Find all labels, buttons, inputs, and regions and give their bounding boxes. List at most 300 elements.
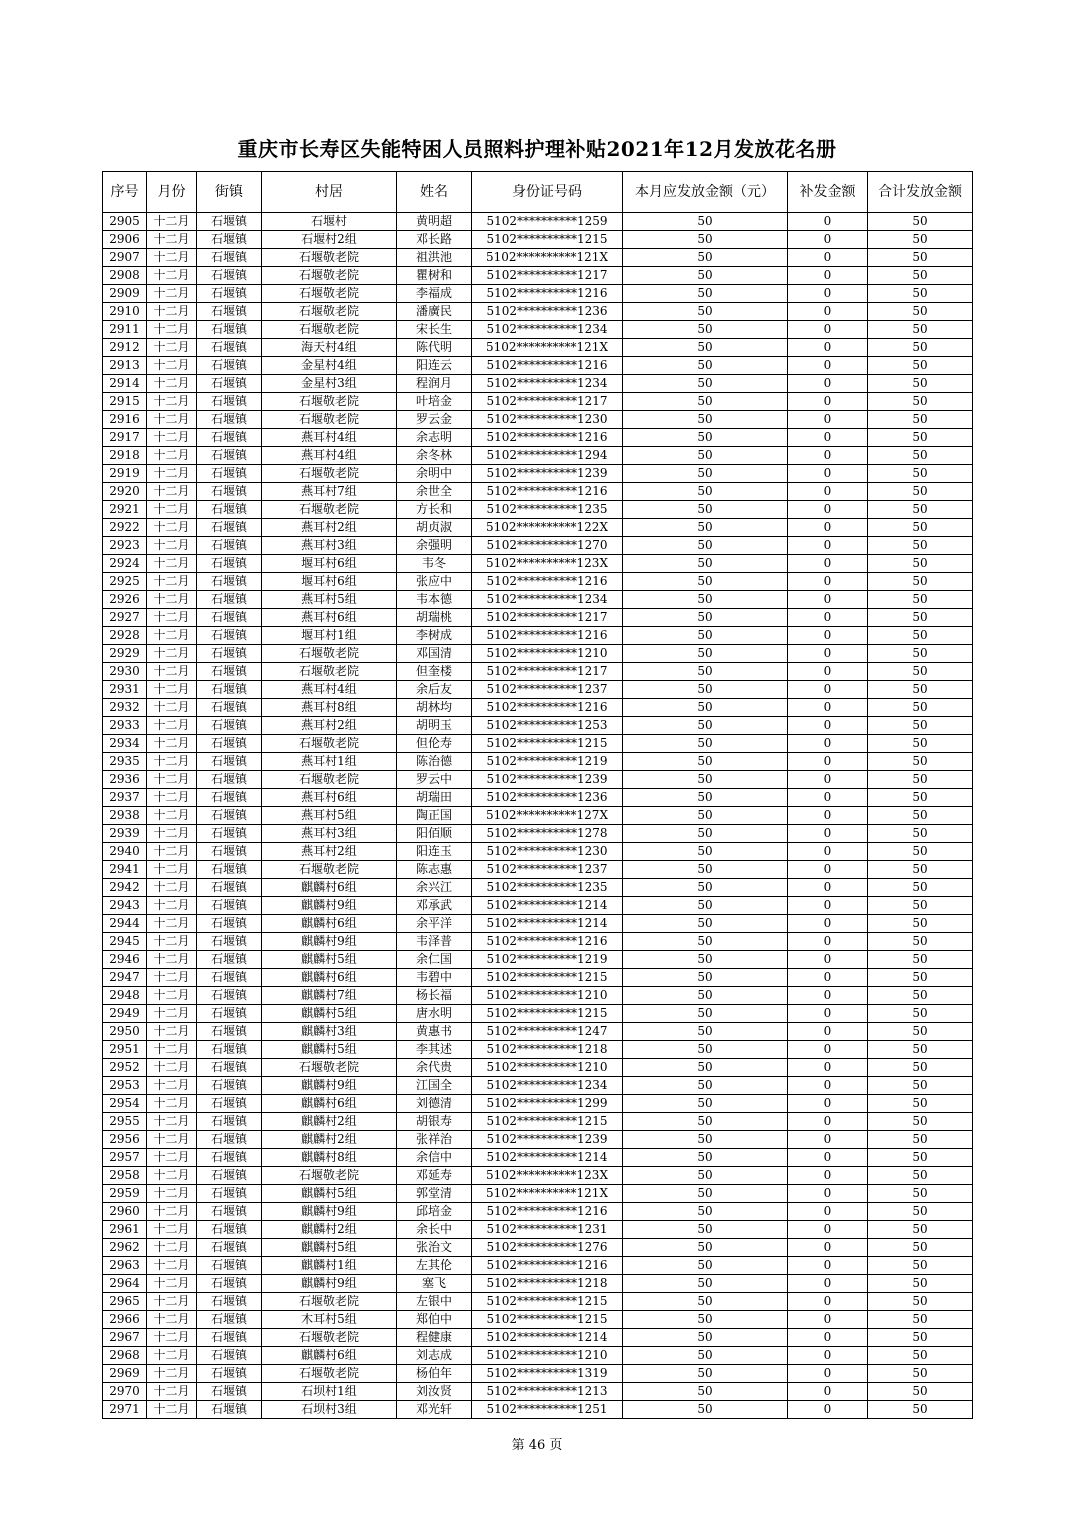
monthly-amount-cell: 50: [623, 1131, 788, 1149]
supplement-cell: 0: [788, 753, 868, 771]
table-row: [103, 231, 973, 249]
id-number-cell: 5102**********1247: [472, 1023, 623, 1041]
total-cell: 50: [868, 1365, 973, 1383]
month-cell: 十二月: [147, 1185, 197, 1203]
village-cell: 石堰村: [262, 213, 397, 231]
supplement-cell: 0: [788, 681, 868, 699]
town-cell: 石堰镇: [197, 591, 262, 609]
month-cell: 十二月: [147, 429, 197, 447]
id-number-cell: 5102**********1219: [472, 753, 623, 771]
month-cell: 十二月: [147, 465, 197, 483]
id-number-cell: 5102**********1216: [472, 285, 623, 303]
name-cell: 韦本德: [397, 591, 472, 609]
name-cell: 江国全: [397, 1077, 472, 1095]
month-cell: 十二月: [147, 357, 197, 375]
table-row: [103, 1041, 973, 1059]
town-cell: 石堰镇: [197, 501, 262, 519]
seq-cell: 2928: [103, 627, 147, 645]
town-cell: 石堰镇: [197, 1365, 262, 1383]
table-row: [103, 213, 973, 231]
total-cell: 50: [868, 951, 973, 969]
village-cell: 麒麟村6组: [262, 915, 397, 933]
seq-cell: 2968: [103, 1347, 147, 1365]
seq-cell: 2958: [103, 1167, 147, 1185]
village-cell: 麒麟村9组: [262, 933, 397, 951]
total-cell: 50: [868, 1383, 973, 1401]
village-cell: 金星村4组: [262, 357, 397, 375]
seq-cell: 2947: [103, 969, 147, 987]
id-number-cell: 5102**********1234: [472, 1077, 623, 1095]
town-cell: 石堰镇: [197, 213, 262, 231]
name-cell: 陈志惠: [397, 861, 472, 879]
total-cell: 50: [868, 1257, 973, 1275]
supplement-cell: 0: [788, 573, 868, 591]
month-cell: 十二月: [147, 573, 197, 591]
supplement-cell: 0: [788, 645, 868, 663]
table-row: [103, 1149, 973, 1167]
monthly-amount-cell: 50: [623, 483, 788, 501]
month-cell: 十二月: [147, 825, 197, 843]
month-cell: 十二月: [147, 537, 197, 555]
id-number-cell: 5102**********1239: [472, 465, 623, 483]
month-cell: 十二月: [147, 879, 197, 897]
month-cell: 十二月: [147, 1041, 197, 1059]
name-cell: 余后友: [397, 681, 472, 699]
id-number-cell: 5102**********1217: [472, 663, 623, 681]
supplement-cell: 0: [788, 429, 868, 447]
total-cell: 50: [868, 573, 973, 591]
table-row: [103, 1167, 973, 1185]
table-row: [103, 1203, 973, 1221]
month-cell: 十二月: [147, 771, 197, 789]
monthly-amount-cell: 50: [623, 1311, 788, 1329]
monthly-amount-cell: 50: [623, 375, 788, 393]
header-monthly-amount: 本月应发放金额（元）: [623, 172, 788, 213]
supplement-cell: 0: [788, 1113, 868, 1131]
supplement-cell: 0: [788, 375, 868, 393]
name-cell: 陈代明: [397, 339, 472, 357]
id-number-cell: 5102**********1215: [472, 1311, 623, 1329]
town-cell: 石堰镇: [197, 375, 262, 393]
monthly-amount-cell: 50: [623, 1023, 788, 1041]
supplement-cell: 0: [788, 1347, 868, 1365]
table-row: [103, 1005, 973, 1023]
month-cell: 十二月: [147, 339, 197, 357]
total-cell: 50: [868, 1149, 973, 1167]
name-cell: 刘德清: [397, 1095, 472, 1113]
table-row: [103, 825, 973, 843]
month-cell: 十二月: [147, 663, 197, 681]
total-cell: 50: [868, 303, 973, 321]
total-cell: 50: [868, 681, 973, 699]
village-cell: 麒麟村5组: [262, 1185, 397, 1203]
total-cell: 50: [868, 1059, 973, 1077]
total-cell: 50: [868, 843, 973, 861]
total-cell: 50: [868, 807, 973, 825]
monthly-amount-cell: 50: [623, 861, 788, 879]
town-cell: 石堰镇: [197, 231, 262, 249]
town-cell: 石堰镇: [197, 1131, 262, 1149]
supplement-cell: 0: [788, 771, 868, 789]
village-cell: 石坝村1组: [262, 1383, 397, 1401]
total-cell: 50: [868, 1347, 973, 1365]
monthly-amount-cell: 50: [623, 1203, 788, 1221]
month-cell: 十二月: [147, 1149, 197, 1167]
total-cell: 50: [868, 1041, 973, 1059]
monthly-amount-cell: 50: [623, 1059, 788, 1077]
header-total: 合计发放金额: [868, 172, 973, 213]
monthly-amount-cell: 50: [623, 627, 788, 645]
table-row: [103, 717, 973, 735]
name-cell: 郭堂清: [397, 1185, 472, 1203]
name-cell: 余强明: [397, 537, 472, 555]
village-cell: 燕耳村6组: [262, 609, 397, 627]
town-cell: 石堰镇: [197, 267, 262, 285]
monthly-amount-cell: 50: [623, 825, 788, 843]
id-number-cell: 5102**********1230: [472, 843, 623, 861]
name-cell: 陶正国: [397, 807, 472, 825]
table-row: [103, 591, 973, 609]
month-cell: 十二月: [147, 1113, 197, 1131]
village-cell: 麒麟村9组: [262, 1275, 397, 1293]
seq-cell: 2923: [103, 537, 147, 555]
month-cell: 十二月: [147, 1365, 197, 1383]
village-cell: 燕耳村2组: [262, 717, 397, 735]
table-row: [103, 645, 973, 663]
table-row: [103, 1311, 973, 1329]
month-cell: 十二月: [147, 1131, 197, 1149]
village-cell: 石堰敬老院: [262, 501, 397, 519]
id-number-cell: 5102**********1216: [472, 627, 623, 645]
supplement-cell: 0: [788, 1329, 868, 1347]
id-number-cell: 5102**********1237: [472, 861, 623, 879]
monthly-amount-cell: 50: [623, 1401, 788, 1419]
seq-cell: 2942: [103, 879, 147, 897]
town-cell: 石堰镇: [197, 1347, 262, 1365]
supplement-cell: 0: [788, 1365, 868, 1383]
total-cell: 50: [868, 825, 973, 843]
id-number-cell: 5102**********1214: [472, 1329, 623, 1347]
total-cell: 50: [868, 1221, 973, 1239]
supplement-cell: 0: [788, 915, 868, 933]
seq-cell: 2908: [103, 267, 147, 285]
name-cell: 杨伯年: [397, 1365, 472, 1383]
table-row: [103, 519, 973, 537]
month-cell: 十二月: [147, 1293, 197, 1311]
town-cell: 石堰镇: [197, 609, 262, 627]
monthly-amount-cell: 50: [623, 645, 788, 663]
seq-cell: 2940: [103, 843, 147, 861]
name-cell: 祖洪池: [397, 249, 472, 267]
village-cell: 石堰敬老院: [262, 465, 397, 483]
id-number-cell: 5102**********1216: [472, 483, 623, 501]
supplement-cell: 0: [788, 1203, 868, 1221]
village-cell: 石堰敬老院: [262, 393, 397, 411]
supplement-cell: 0: [788, 591, 868, 609]
id-number-cell: 5102**********1239: [472, 1131, 623, 1149]
table-row: [103, 681, 973, 699]
month-cell: 十二月: [147, 1275, 197, 1293]
id-number-cell: 5102**********1217: [472, 609, 623, 627]
town-cell: 石堰镇: [197, 1041, 262, 1059]
monthly-amount-cell: 50: [623, 699, 788, 717]
seq-cell: 2909: [103, 285, 147, 303]
total-cell: 50: [868, 735, 973, 753]
month-cell: 十二月: [147, 807, 197, 825]
town-cell: 石堰镇: [197, 1005, 262, 1023]
table-row: [103, 573, 973, 591]
town-cell: 石堰镇: [197, 1149, 262, 1167]
table-row: [103, 393, 973, 411]
total-cell: 50: [868, 339, 973, 357]
id-number-cell: 5102**********1235: [472, 879, 623, 897]
id-number-cell: 5102**********1236: [472, 789, 623, 807]
table-row: [103, 321, 973, 339]
town-cell: 石堰镇: [197, 1167, 262, 1185]
seq-cell: 2918: [103, 447, 147, 465]
month-cell: 十二月: [147, 1167, 197, 1185]
table-row: [103, 1329, 973, 1347]
village-cell: 燕耳村4组: [262, 681, 397, 699]
seq-cell: 2905: [103, 213, 147, 231]
total-cell: 50: [868, 1167, 973, 1185]
monthly-amount-cell: 50: [623, 555, 788, 573]
total-cell: 50: [868, 213, 973, 231]
seq-cell: 2954: [103, 1095, 147, 1113]
monthly-amount-cell: 50: [623, 411, 788, 429]
seq-cell: 2952: [103, 1059, 147, 1077]
month-cell: 十二月: [147, 753, 197, 771]
seq-cell: 2964: [103, 1275, 147, 1293]
monthly-amount-cell: 50: [623, 213, 788, 231]
village-cell: 麒麟村7组: [262, 987, 397, 1005]
village-cell: 石堰敬老院: [262, 1167, 397, 1185]
header-name: 姓名: [397, 172, 472, 213]
id-number-cell: 5102**********1216: [472, 573, 623, 591]
village-cell: 石堰敬老院: [262, 267, 397, 285]
seq-cell: 2914: [103, 375, 147, 393]
table-row: [103, 375, 973, 393]
village-cell: 麒麟村6组: [262, 1095, 397, 1113]
town-cell: 石堰镇: [197, 897, 262, 915]
name-cell: 胡瑞田: [397, 789, 472, 807]
supplement-cell: 0: [788, 555, 868, 573]
supplement-cell: 0: [788, 1041, 868, 1059]
month-cell: 十二月: [147, 1059, 197, 1077]
monthly-amount-cell: 50: [623, 1113, 788, 1131]
month-cell: 十二月: [147, 1329, 197, 1347]
supplement-cell: 0: [788, 609, 868, 627]
town-cell: 石堰镇: [197, 573, 262, 591]
seq-cell: 2950: [103, 1023, 147, 1041]
month-cell: 十二月: [147, 519, 197, 537]
total-cell: 50: [868, 933, 973, 951]
total-cell: 50: [868, 465, 973, 483]
town-cell: 石堰镇: [197, 537, 262, 555]
table-row: [103, 897, 973, 915]
total-cell: 50: [868, 1185, 973, 1203]
name-cell: 余代贵: [397, 1059, 472, 1077]
village-cell: 燕耳村3组: [262, 537, 397, 555]
village-cell: 燕耳村4组: [262, 447, 397, 465]
total-cell: 50: [868, 1311, 973, 1329]
name-cell: 黄惠书: [397, 1023, 472, 1041]
header-seq: 序号: [103, 172, 147, 213]
town-cell: 石堰镇: [197, 987, 262, 1005]
supplement-cell: 0: [788, 447, 868, 465]
month-cell: 十二月: [147, 555, 197, 573]
id-number-cell: 5102**********1215: [472, 1113, 623, 1131]
month-cell: 十二月: [147, 483, 197, 501]
id-number-cell: 5102**********1218: [472, 1041, 623, 1059]
monthly-amount-cell: 50: [623, 735, 788, 753]
table-row: [103, 555, 973, 573]
village-cell: 石堰敬老院: [262, 249, 397, 267]
seq-cell: 2906: [103, 231, 147, 249]
village-cell: 石堰敬老院: [262, 285, 397, 303]
month-cell: 十二月: [147, 1239, 197, 1257]
monthly-amount-cell: 50: [623, 1383, 788, 1401]
monthly-amount-cell: 50: [623, 339, 788, 357]
village-cell: 石堰敬老院: [262, 861, 397, 879]
month-cell: 十二月: [147, 681, 197, 699]
header-town: 街镇: [197, 172, 262, 213]
id-number-cell: 5102**********121X: [472, 249, 623, 267]
name-cell: 余志明: [397, 429, 472, 447]
roster-table: [102, 171, 973, 1419]
name-cell: 胡明玉: [397, 717, 472, 735]
village-cell: 木耳村5组: [262, 1311, 397, 1329]
town-cell: 石堰镇: [197, 915, 262, 933]
supplement-cell: 0: [788, 879, 868, 897]
town-cell: 石堰镇: [197, 1077, 262, 1095]
month-cell: 十二月: [147, 1347, 197, 1365]
supplement-cell: 0: [788, 339, 868, 357]
village-cell: 麒麟村6组: [262, 879, 397, 897]
month-cell: 十二月: [147, 789, 197, 807]
table-row: [103, 447, 973, 465]
id-number-cell: 5102**********1259: [472, 213, 623, 231]
id-number-cell: 5102**********122X: [472, 519, 623, 537]
town-cell: 石堰镇: [197, 1023, 262, 1041]
monthly-amount-cell: 50: [623, 1041, 788, 1059]
seq-cell: 2907: [103, 249, 147, 267]
monthly-amount-cell: 50: [623, 1077, 788, 1095]
town-cell: 石堰镇: [197, 357, 262, 375]
town-cell: 石堰镇: [197, 447, 262, 465]
header-month: 月份: [147, 172, 197, 213]
supplement-cell: 0: [788, 519, 868, 537]
name-cell: 邱培金: [397, 1203, 472, 1221]
total-cell: 50: [868, 249, 973, 267]
supplement-cell: 0: [788, 537, 868, 555]
town-cell: 石堰镇: [197, 1095, 262, 1113]
seq-cell: 2927: [103, 609, 147, 627]
id-number-cell: 5102**********1230: [472, 411, 623, 429]
supplement-cell: 0: [788, 969, 868, 987]
seq-cell: 2957: [103, 1149, 147, 1167]
name-cell: 邓国清: [397, 645, 472, 663]
seq-cell: 2932: [103, 699, 147, 717]
name-cell: 胡贞淑: [397, 519, 472, 537]
table-row: [103, 1221, 973, 1239]
village-cell: 燕耳村5组: [262, 591, 397, 609]
seq-cell: 2912: [103, 339, 147, 357]
name-cell: 韦碧中: [397, 969, 472, 987]
village-cell: 石堰敬老院: [262, 411, 397, 429]
village-cell: 石堰敬老院: [262, 1293, 397, 1311]
village-cell: 麒麟村9组: [262, 1203, 397, 1221]
village-cell: 麒麟村6组: [262, 1347, 397, 1365]
month-cell: 十二月: [147, 717, 197, 735]
table-row: [103, 1293, 973, 1311]
total-cell: 50: [868, 1401, 973, 1419]
table-row: [103, 951, 973, 969]
village-cell: 麒麟村2组: [262, 1221, 397, 1239]
village-cell: 燕耳村5组: [262, 807, 397, 825]
village-cell: 堰耳村6组: [262, 573, 397, 591]
total-cell: 50: [868, 429, 973, 447]
supplement-cell: 0: [788, 267, 868, 285]
seq-cell: 2930: [103, 663, 147, 681]
id-number-cell: 5102**********1215: [472, 231, 623, 249]
town-cell: 石堰镇: [197, 1239, 262, 1257]
seq-cell: 2955: [103, 1113, 147, 1131]
total-cell: 50: [868, 609, 973, 627]
id-number-cell: 5102**********1216: [472, 933, 623, 951]
village-cell: 燕耳村8组: [262, 699, 397, 717]
table-row: [103, 753, 973, 771]
monthly-amount-cell: 50: [623, 1005, 788, 1023]
total-cell: 50: [868, 1095, 973, 1113]
seq-cell: 2967: [103, 1329, 147, 1347]
village-cell: 麒麟村5组: [262, 1005, 397, 1023]
seq-cell: 2938: [103, 807, 147, 825]
supplement-cell: 0: [788, 465, 868, 483]
total-cell: 50: [868, 483, 973, 501]
village-cell: 金星村3组: [262, 375, 397, 393]
monthly-amount-cell: 50: [623, 1221, 788, 1239]
id-number-cell: 5102**********1299: [472, 1095, 623, 1113]
total-cell: 50: [868, 591, 973, 609]
seq-cell: 2951: [103, 1041, 147, 1059]
monthly-amount-cell: 50: [623, 429, 788, 447]
monthly-amount-cell: 50: [623, 537, 788, 555]
village-cell: 麒麟村2组: [262, 1131, 397, 1149]
month-cell: 十二月: [147, 321, 197, 339]
village-cell: 石坝村3组: [262, 1401, 397, 1419]
id-number-cell: 5102**********1239: [472, 771, 623, 789]
monthly-amount-cell: 50: [623, 501, 788, 519]
town-cell: 石堰镇: [197, 1275, 262, 1293]
month-cell: 十二月: [147, 1005, 197, 1023]
name-cell: 邓承武: [397, 897, 472, 915]
total-cell: 50: [868, 555, 973, 573]
name-cell: 张祥治: [397, 1131, 472, 1149]
supplement-cell: 0: [788, 1383, 868, 1401]
table-row: [103, 789, 973, 807]
monthly-amount-cell: 50: [623, 789, 788, 807]
seq-cell: 2921: [103, 501, 147, 519]
total-cell: 50: [868, 879, 973, 897]
table-row: [103, 1095, 973, 1113]
month-cell: 十二月: [147, 735, 197, 753]
month-cell: 十二月: [147, 447, 197, 465]
monthly-amount-cell: 50: [623, 681, 788, 699]
seq-cell: 2919: [103, 465, 147, 483]
seq-cell: 2926: [103, 591, 147, 609]
id-number-cell: 5102**********1217: [472, 393, 623, 411]
